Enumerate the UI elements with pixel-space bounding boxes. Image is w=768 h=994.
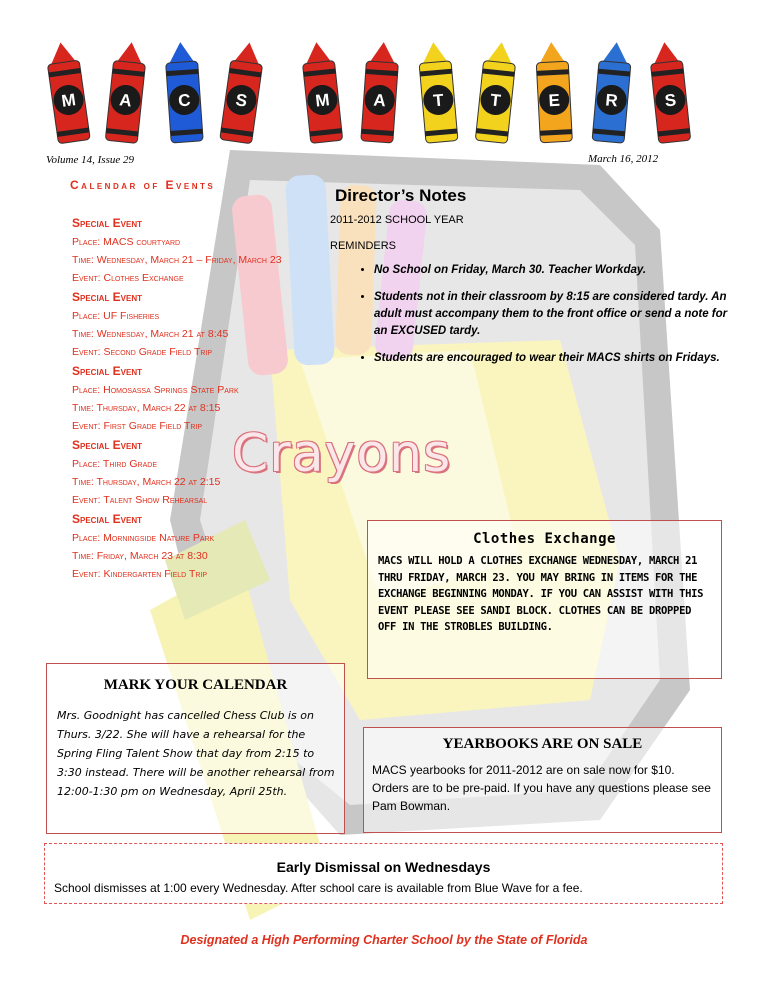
event-place: Place: MACS courtyard bbox=[72, 236, 181, 248]
crayons-word-art: Crayons bbox=[232, 424, 452, 484]
reminder-list bbox=[330, 262, 740, 367]
footer-designation: Designated a High Performing Charter School by the State of Florida bbox=[180, 933, 588, 947]
masthead-letter: M bbox=[314, 90, 331, 111]
masthead-letter: T bbox=[432, 90, 445, 111]
masthead-crayon bbox=[164, 41, 203, 143]
reminder-item: • No School on Friday, March 30. Teacher Workday. bbox=[374, 262, 740, 279]
masthead-crayon bbox=[361, 41, 400, 143]
event-name: Event: Clothes Exchange bbox=[72, 272, 184, 284]
event-time: Time: Wednesday, March 21 – Friday, March 23 bbox=[72, 254, 282, 266]
mark-your-calendar-title: MARK YOUR CALENDAR bbox=[103, 677, 288, 693]
event-name: Event: Kindergarten Field Trip bbox=[72, 568, 208, 580]
calendar-of-events bbox=[72, 178, 340, 586]
early-dismissal-body: School dismisses at 1:00 every Wednesday. After school care is available from Blue Wave for a fee. bbox=[54, 881, 583, 895]
masthead-crayon bbox=[648, 41, 690, 144]
event-place: Place: UF Fisheries bbox=[72, 310, 160, 322]
event-heading: Special Event bbox=[72, 364, 143, 378]
event-time: Time: Friday, March 23 at 8:30 bbox=[72, 550, 208, 562]
masthead-crayon bbox=[45, 40, 91, 143]
event-heading: Special Event bbox=[72, 290, 143, 304]
masthead-crayon bbox=[220, 40, 266, 143]
masthead-crayon bbox=[475, 41, 517, 144]
event-name: Event: Second Grade Field Trip bbox=[72, 346, 213, 358]
clothes-exchange-title: Clothes Exchange bbox=[473, 531, 616, 547]
yearbooks-box bbox=[363, 727, 722, 833]
early-dismissal-box bbox=[44, 843, 723, 904]
mark-your-calendar-box bbox=[46, 663, 345, 834]
directors-notes-title: Director’s Notes bbox=[335, 186, 467, 205]
masthead-letter: T bbox=[489, 90, 502, 111]
event-time: Time: Thursday, March 22 at 2:15 bbox=[72, 476, 221, 488]
event-place: Place: Morningside Nature Park bbox=[72, 532, 215, 544]
event-place: Place: Third Grade bbox=[72, 458, 157, 470]
masthead-letter: C bbox=[177, 90, 192, 111]
masthead-letter: A bbox=[118, 90, 133, 111]
masthead-crayon bbox=[592, 41, 633, 143]
calendar-event bbox=[72, 290, 340, 358]
event-heading: Special Event bbox=[72, 512, 143, 526]
masthead-letter: A bbox=[372, 90, 387, 111]
calendar-event bbox=[72, 216, 340, 284]
calendar-event bbox=[72, 438, 340, 506]
event-heading: Special Event bbox=[72, 216, 143, 230]
event-place: Place: Homosassa Springs State Park bbox=[72, 384, 239, 396]
event-name: Event: First Grade Field Trip bbox=[72, 420, 203, 432]
event-name: Event: Talent Show Rehearsal bbox=[72, 494, 208, 506]
clothes-exchange-box bbox=[367, 520, 722, 679]
yearbooks-body: MACS yearbooks for 2011-2012 are on sale now for $10. Orders are to be pre-paid. If you have any questions please see Pam Bowman. bbox=[372, 763, 711, 813]
reminder-item: • Students not in their classroom by 8:15 are considered tardy. An adult must accompany them to the front office or send a note for an EXCUSED tardy. bbox=[374, 289, 740, 340]
clothes-exchange-body: MACS WILL HOLD A CLOTHES EXCHANGE WEDNESDAY, MARCH 21 THRU FRIDAY, MARCH 23. YOU MAY BRING IN ITEMS FOR THE EXCHANGE BEGINNING MONDAY. IF YOU CAN ASSIST WITH THIS EVENT PLEASE SEE SANDI BLOCK. CLOTHES CAN BE DROPPED OFF IN THE STROBLES BUILDING. bbox=[378, 555, 704, 633]
calendar-event bbox=[72, 512, 340, 580]
calendar-title: Calendar of Events bbox=[70, 178, 216, 192]
masthead-letter: E bbox=[548, 90, 561, 111]
yearbooks-title: YEARBOOKS ARE ON SALE bbox=[442, 736, 643, 752]
early-dismissal-title: Early Dismissal on Wednesdays bbox=[276, 859, 491, 875]
masthead-letter: S bbox=[234, 90, 249, 111]
directors-notes bbox=[330, 186, 740, 377]
masthead-letter: M bbox=[60, 90, 77, 111]
masthead-letter: S bbox=[663, 90, 678, 111]
event-time: Time: Thursday, March 22 at 8:15 bbox=[72, 402, 221, 414]
masthead-crayon bbox=[417, 41, 458, 143]
event-list bbox=[72, 216, 340, 580]
school-year-line: 2011-2012 SCHOOL YEAR bbox=[330, 214, 464, 226]
reminder-item: • Students are encouraged to wear their MACS shirts on Fridays. bbox=[374, 350, 740, 367]
issue-date: March 16, 2012 bbox=[588, 153, 659, 165]
masthead-letter: R bbox=[604, 90, 619, 111]
calendar-event bbox=[72, 364, 340, 432]
event-heading: Special Event bbox=[72, 438, 143, 452]
masthead-crayon bbox=[535, 41, 572, 143]
masthead-crayon-letters bbox=[40, 40, 720, 152]
masthead-crayon bbox=[105, 41, 147, 144]
reminders-line: REMINDERS bbox=[330, 240, 397, 252]
issue-volume: Volume 14, Issue 29 bbox=[46, 154, 134, 166]
event-time: Time: Wednesday, March 21 at 8:45 bbox=[72, 328, 229, 340]
mark-your-calendar-body: Mrs. Goodnight has cancelled Chess Club is on Thurs. 3/22. She will have a rehearsal for the Spring Fling Talent Show that day from 2:15 to 3:30 instead. There will be another rehearsal from 12:00-1:30 pm on Wednesday, April 25th. bbox=[57, 709, 335, 798]
masthead-crayon bbox=[300, 41, 342, 144]
